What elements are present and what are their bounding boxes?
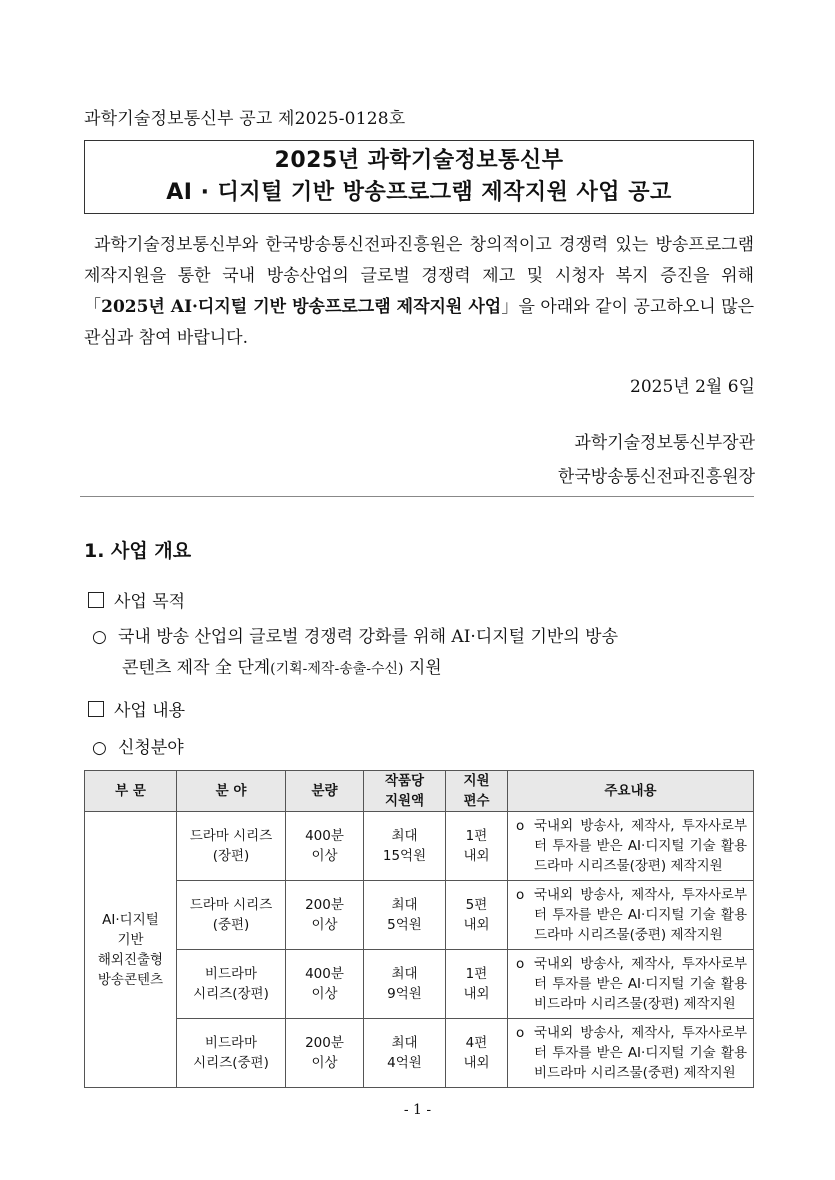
content-text: 국내외 방송사, 제작사, 투자사로부터 투자를 받은 AI·디지털 기술 활용 드라마 시리즈물(중편) 제작지원 [534, 887, 747, 943]
content-text: 국내외 방송사, 제작사, 투자사로부터 투자를 받은 AI·디지털 기술 활용 비드라마 시리즈물(장편) 제작지원 [534, 956, 747, 1012]
purpose-line-2: 콘텐츠 제작 全 단계 [122, 658, 271, 678]
content-cell [508, 1019, 754, 1088]
header-dept: 부 문 [85, 771, 177, 812]
circle-bullet-icon: ○ [92, 627, 107, 647]
field-cell: 비드라마 시리즈(장편) [177, 950, 286, 1019]
support-field-table [84, 770, 754, 1088]
header-amount: 작품당 지원액 [364, 771, 446, 812]
title-box [84, 140, 754, 214]
count-cell: 5편 내외 [446, 881, 508, 950]
circle-bullet-icon: ○ [92, 738, 107, 758]
title-line-1: 2025년 과학기술정보통신부 [274, 148, 564, 173]
quantity-cell: 200분 이상 [286, 881, 364, 950]
amount-cell: 최대 15억원 [364, 812, 446, 881]
content-cell [508, 881, 754, 950]
intro-paragraph [84, 230, 754, 354]
circle-bullet-icon: o [516, 818, 525, 834]
intro-text-start: 과학기술정보통신부와 한국방송통신전파진흥원은 창의적이고 경쟁력 있는 방송프로그램 제작지원을 통한 국내 방송산업의 글로벌 경쟁력 제고 및 시청자 복지 증진을 위해 「 [84, 235, 754, 317]
count-cell: 1편 내외 [446, 812, 508, 881]
purpose-bullet [92, 622, 756, 685]
divider [80, 496, 754, 497]
signer-minister: 과학기술정보통신부장관 [574, 433, 755, 453]
circle-bullet-icon: o [516, 1025, 525, 1041]
subsection-purpose [88, 587, 185, 612]
table-row [85, 950, 754, 1019]
section-heading: 1. 사업 개요 [84, 540, 192, 562]
table-header-row [85, 771, 754, 812]
square-box-icon [88, 701, 104, 717]
header-content: 주요내용 [508, 771, 754, 812]
purpose-line-2-end: 지원 [403, 658, 442, 678]
notice-date: 2025년 2월 6일 [630, 377, 755, 397]
content-cell [508, 950, 754, 1019]
purpose-line-1: 국내 방송 산업의 글로벌 경쟁력 강화를 위해 AI·디지털 기반의 방송 [118, 627, 619, 647]
circle-bullet-icon: o [516, 887, 525, 903]
quantity-cell: 200분 이상 [286, 1019, 364, 1088]
header-count: 지원 편수 [446, 771, 508, 812]
notice-number: 과학기술정보통신부 공고 제2025-0128호 [84, 109, 406, 129]
header-quantity: 분량 [286, 771, 364, 812]
subsection-content [88, 696, 185, 721]
circle-bullet-icon: o [516, 956, 525, 972]
intro-text-end: 」을 아래와 같이 공고하오니 많은 관심과 참여 바랍니다. [84, 297, 754, 348]
dept-cell: AI·디지털 기반 해외진출형 방송콘텐츠 [85, 812, 177, 1088]
amount-cell: 최대 4억원 [364, 1019, 446, 1088]
title-line-2: AI · 디지털 기반 방송프로그램 제작지원 사업 공고 [166, 180, 672, 205]
content-heading: 사업 내용 [114, 701, 186, 721]
purpose-stages: (기획-제작-송출-수신) [270, 661, 404, 677]
amount-cell: 최대 9억원 [364, 950, 446, 1019]
content-cell [508, 812, 754, 881]
table-row [85, 1019, 754, 1088]
content-text: 국내외 방송사, 제작사, 투자사로부터 투자를 받은 AI·디지털 기술 활용 드라마 시리즈물(장편) 제작지원 [534, 818, 747, 874]
table-row [85, 812, 754, 881]
apply-field-label: 신청분야 [118, 738, 184, 758]
apply-field-bullet [92, 733, 184, 764]
header-field: 분 야 [177, 771, 286, 812]
field-cell: 비드라마 시리즈(중편) [177, 1019, 286, 1088]
page-number: - 1 - [403, 1102, 432, 1118]
content-text: 국내외 방송사, 제작사, 투자사로부터 투자를 받은 AI·디지털 기술 활용 비드라마 시리즈물(중편) 제작지원 [534, 1025, 747, 1081]
signer-agency: 한국방송통신전파진흥원장 [557, 467, 755, 487]
quantity-cell: 400분 이상 [286, 812, 364, 881]
table-row [85, 881, 754, 950]
square-box-icon [88, 592, 104, 608]
field-cell: 드라마 시리즈 (중편) [177, 881, 286, 950]
amount-cell: 최대 5억원 [364, 881, 446, 950]
intro-program-name: 2025년 AI·디지털 기반 방송프로그램 제작지원 사업 [101, 297, 502, 317]
purpose-heading: 사업 목적 [114, 592, 186, 612]
quantity-cell: 400분 이상 [286, 950, 364, 1019]
field-cell: 드라마 시리즈 (장편) [177, 812, 286, 881]
count-cell: 4편 내외 [446, 1019, 508, 1088]
count-cell: 1편 내외 [446, 950, 508, 1019]
